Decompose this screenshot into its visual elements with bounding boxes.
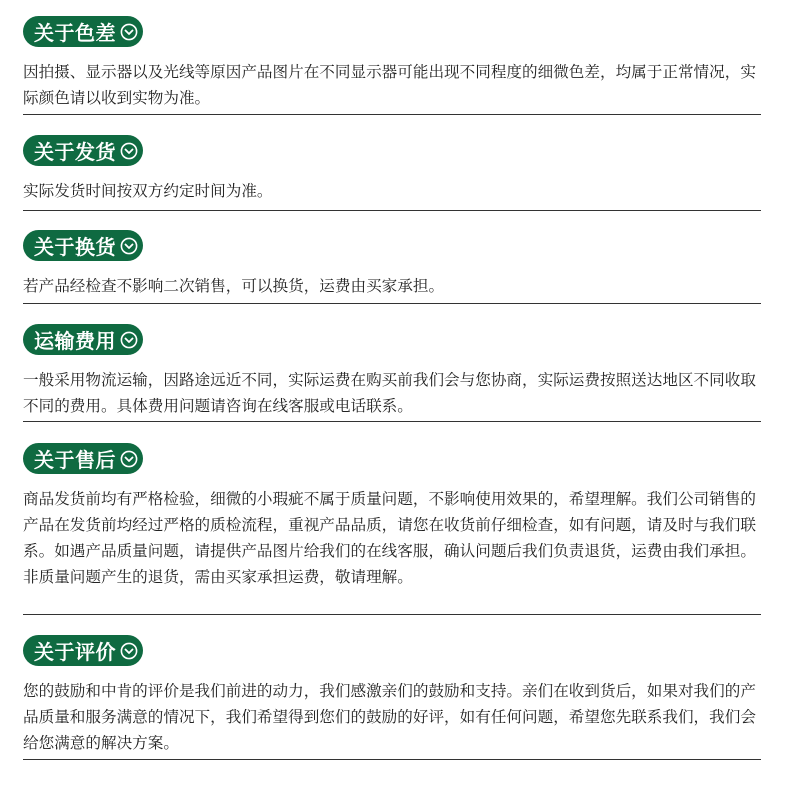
section-title: 关于发货 [34,140,116,164]
chevron-down-circle-icon [120,331,138,349]
section-body: 因拍摄、显示器以及光线等原因产品图片在不同显示器可能出现不同程度的细微色差，均属于正常情况，实际颜色请以收到实物为准。 [23,63,756,107]
chevron-down-circle-icon [120,450,138,468]
chevron-down-circle-icon [120,237,138,255]
section-shipping [23,135,763,204]
section-divider [23,210,761,211]
section-color-difference [23,16,763,111]
section-after-sales [23,443,763,590]
section-divider [23,614,761,615]
chevron-down-circle-icon [120,23,138,41]
section-title-badge [23,16,143,47]
section-divider [23,114,761,115]
section-body: 一般采用物流运输，因路途远近不同，实际运费在购买前我们会与您协商，实际运费按照送达地区不同收取不同的费用。具体费用问题请咨询在线客服或电话联系。 [23,371,756,415]
section-shipping-cost [23,324,763,419]
section-title-badge [23,230,143,261]
section-title: 运输费用 [34,329,116,353]
section-body: 若产品经检查不影响二次销售，可以换货，运费由买家承担。 [23,277,445,295]
section-title: 关于色差 [34,21,116,45]
section-title: 关于换货 [34,235,116,259]
section-title: 关于售后 [34,448,116,472]
section-reviews [23,635,763,756]
section-divider [23,759,761,760]
section-body: 您的鼓励和中肯的评价是我们前进的动力，我们感激亲们的鼓励和支持。亲们在收到货后，如果对我们的产品质量和服务满意的情况下，我们希望得到您们的鼓励的好评，如有任何问题，希望您先联系我们，我们会给您满意的解决方案。 [23,682,756,752]
section-body: 实际发货时间按双方约定时间为准。 [23,182,273,200]
section-exchange [23,230,763,299]
section-title-badge [23,135,143,166]
section-divider [23,421,761,422]
section-divider [23,303,761,304]
chevron-down-circle-icon [120,642,138,660]
section-title: 关于评价 [34,640,116,664]
section-body: 商品发货前均有严格检验，细微的小瑕疵不属于质量问题，不影响使用效果的，希望理解。我们公司销售的产品在发货前均经过严格的质检流程，重视产品品质，请您在收货前仔细检查，如有问题，请及时与我们联系。如遇产品质量问题，请提供产品图片给我们的在线客服，确认问题后我们负责退货，运费由我们承担。非质量问题产生的退货，需由买家承担运费，敬请理解。 [23,490,756,586]
section-title-badge [23,443,143,474]
section-title-badge [23,635,143,666]
section-title-badge [23,324,143,355]
chevron-down-circle-icon [120,142,138,160]
